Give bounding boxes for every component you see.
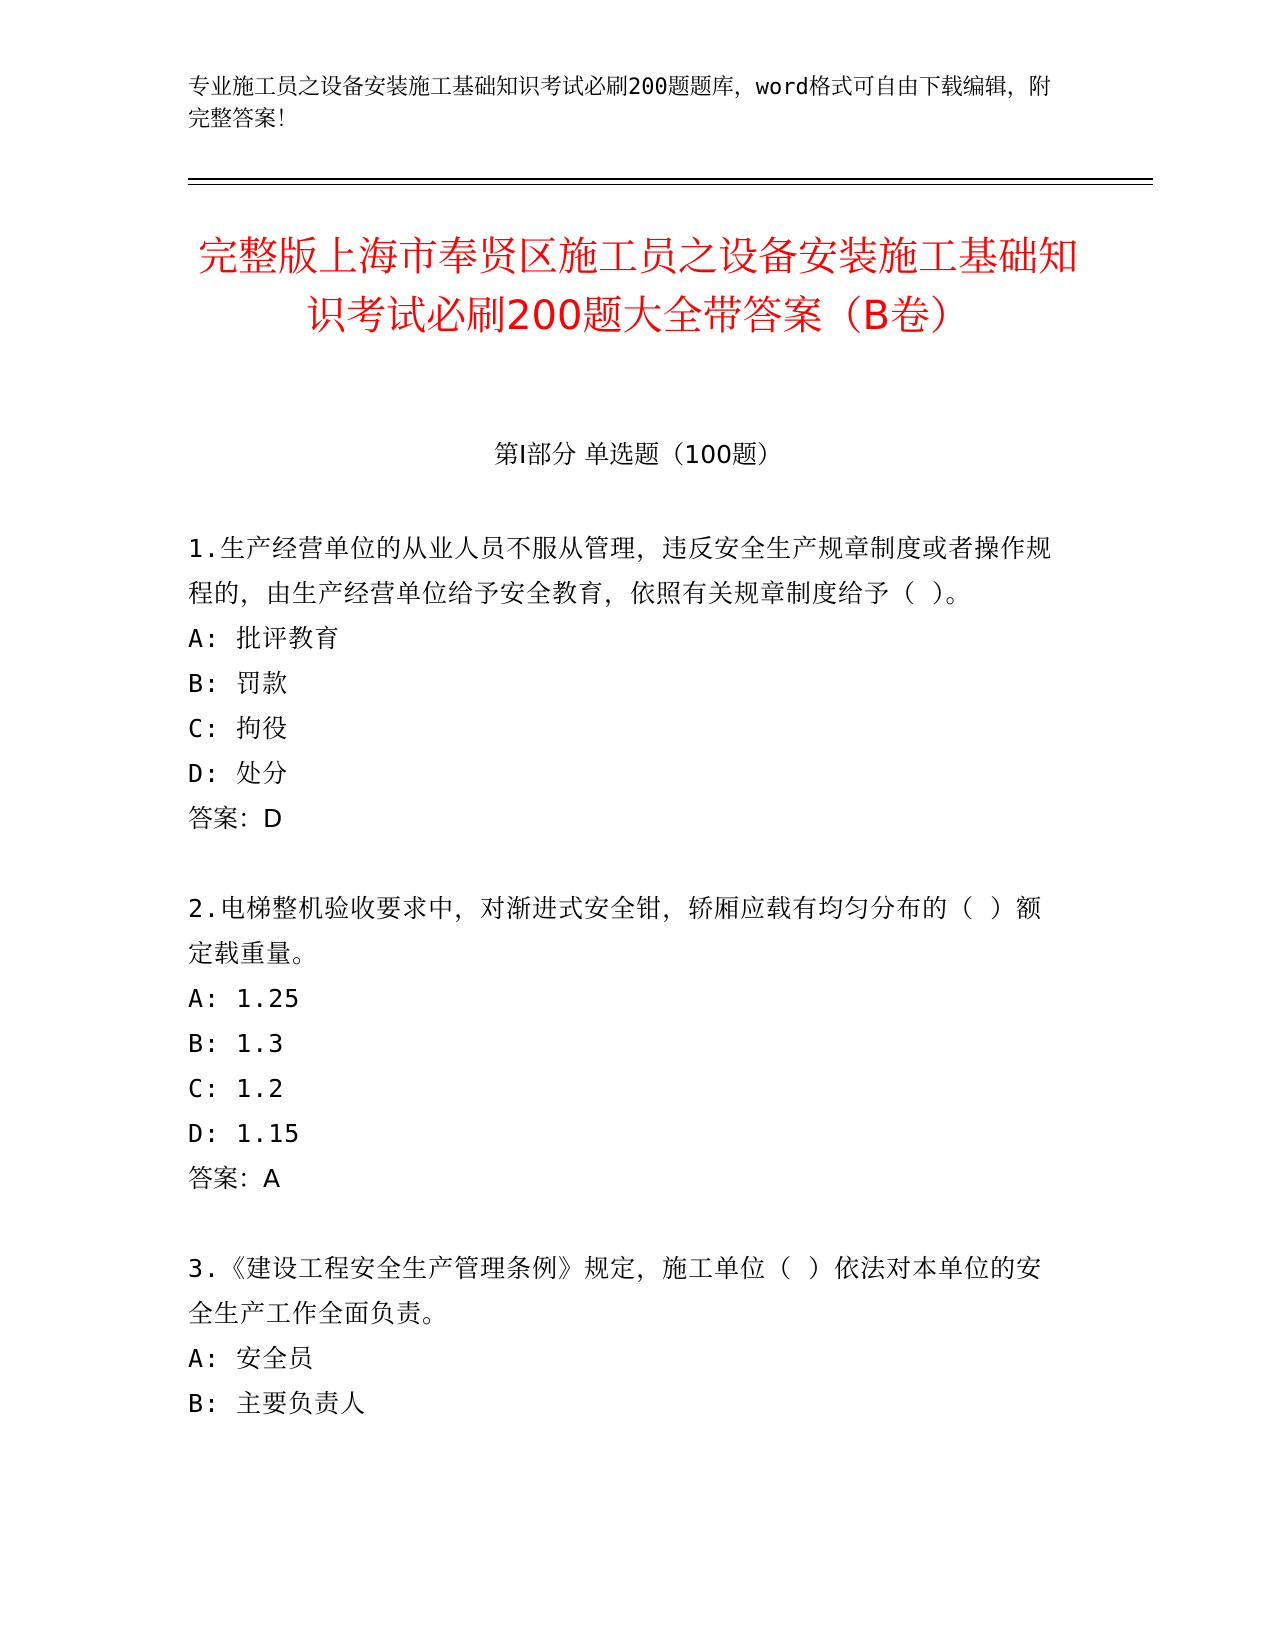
answer: 答案：D [188,804,283,833]
question-3 [188,1246,1068,1426]
option-a: A: 安全员 [188,1344,315,1373]
option-b: B: 主要负责人 [188,1389,367,1418]
section-title: 第Ⅰ部分 单选题（100题） [493,440,783,469]
header-rule-thick [188,178,1153,180]
option-a: A: 批评教育 [188,624,341,653]
option-c: C: 1.2 [188,1074,285,1103]
option-b: B: 罚款 [188,669,289,698]
header-rule-thin [188,184,1153,185]
option-b: B: 1.3 [188,1029,285,1058]
option-c: C: 拘役 [188,714,289,743]
question-1 [188,526,1068,841]
question-stem: 3.《建设工程安全生产管理条例》规定，施工单位（ ）依法对本单位的安全生产工作全面负责。 [188,1254,1043,1328]
question-2 [188,886,1068,1201]
question-list [188,526,1068,1471]
header-note: 专业施工员之设备安装施工基础知识考试必刷200题题库，word格式可自由下载编辑，附完整答案！ [188,75,1051,132]
option-d: D: 1.15 [188,1119,301,1148]
option-d: D: 处分 [188,759,289,788]
answer: 答案：A [188,1164,281,1193]
document-title: 完整版上海市奉贤区施工员之设备安装施工基础知识考试必刷200题大全带答案（B卷） [198,234,1078,339]
question-stem: 1.生产经营单位的从业人员不服从管理，违反安全生产规章制度或者操作规程的，由生产经营单位给予安全教育，依照有关规章制度给予（ ）。 [188,534,1053,608]
question-stem: 2.电梯整机验收要求中，对渐进式安全钳，轿厢应载有均匀分布的（ ）额定载重量。 [188,894,1043,968]
option-a: A: 1.25 [188,984,301,1013]
